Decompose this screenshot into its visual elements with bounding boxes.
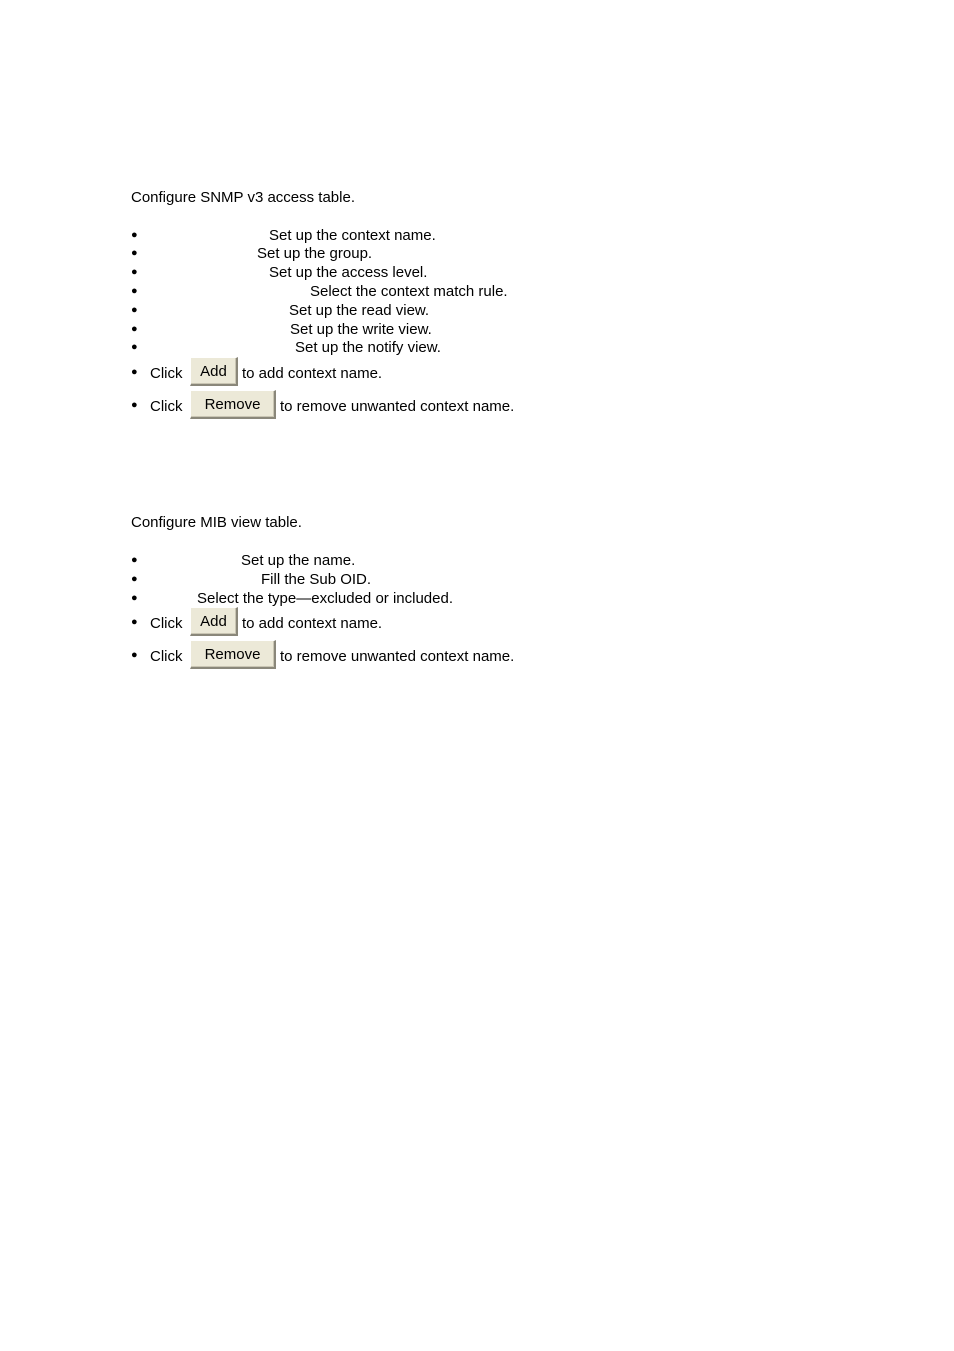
bullet-icon: ● [131,399,138,411]
list-item-text: Set up the notify view. [295,339,441,356]
bullet-icon: ● [131,247,138,259]
bullet-icon: ● [131,323,138,335]
click-label: Click [150,648,183,665]
click-label: Click [150,398,183,415]
bullet-icon: ● [131,304,138,316]
bullet-icon: ● [131,285,138,297]
list-item-text: Set up the name. [241,552,356,569]
click-label: Click [150,615,183,632]
bullet-icon: ● [131,366,138,378]
add-button[interactable]: Add [190,607,238,636]
bullet-icon: ● [131,266,138,278]
add-button[interactable]: Add [190,357,238,386]
list-item-text: Set up the group. [257,245,373,262]
list-item-text: Select the context match rule. [310,283,508,300]
list-item-text: Set up the write view. [290,321,432,338]
remove-description: to remove unwanted context name. [280,398,515,415]
bullet-icon: ● [131,229,138,241]
remove-button[interactable]: Remove [190,640,276,669]
add-description: to add context name. [242,365,383,382]
bullet-icon: ● [131,649,138,661]
list-item-text: Set up the context name. [269,227,436,244]
list-item-text: Set up the access level. [269,264,428,281]
remove-description: to remove unwanted context name. [280,648,515,665]
snmp-access-intro: Configure SNMP v3 access table. [131,189,355,206]
bullet-icon: ● [131,573,138,585]
list-item-text: Fill the Sub OID. [261,571,372,588]
bullet-icon: ● [131,592,138,604]
click-label: Click [150,365,183,382]
bullet-icon: ● [131,616,138,628]
mib-view-intro: Configure MIB view table. [131,514,302,531]
list-item-text: Select the type—excluded or included. [197,590,453,607]
bullet-icon: ● [131,341,138,353]
remove-button[interactable]: Remove [190,390,276,419]
bullet-icon: ● [131,554,138,566]
list-item-text: Set up the read view. [289,302,430,319]
add-description: to add context name. [242,615,383,632]
